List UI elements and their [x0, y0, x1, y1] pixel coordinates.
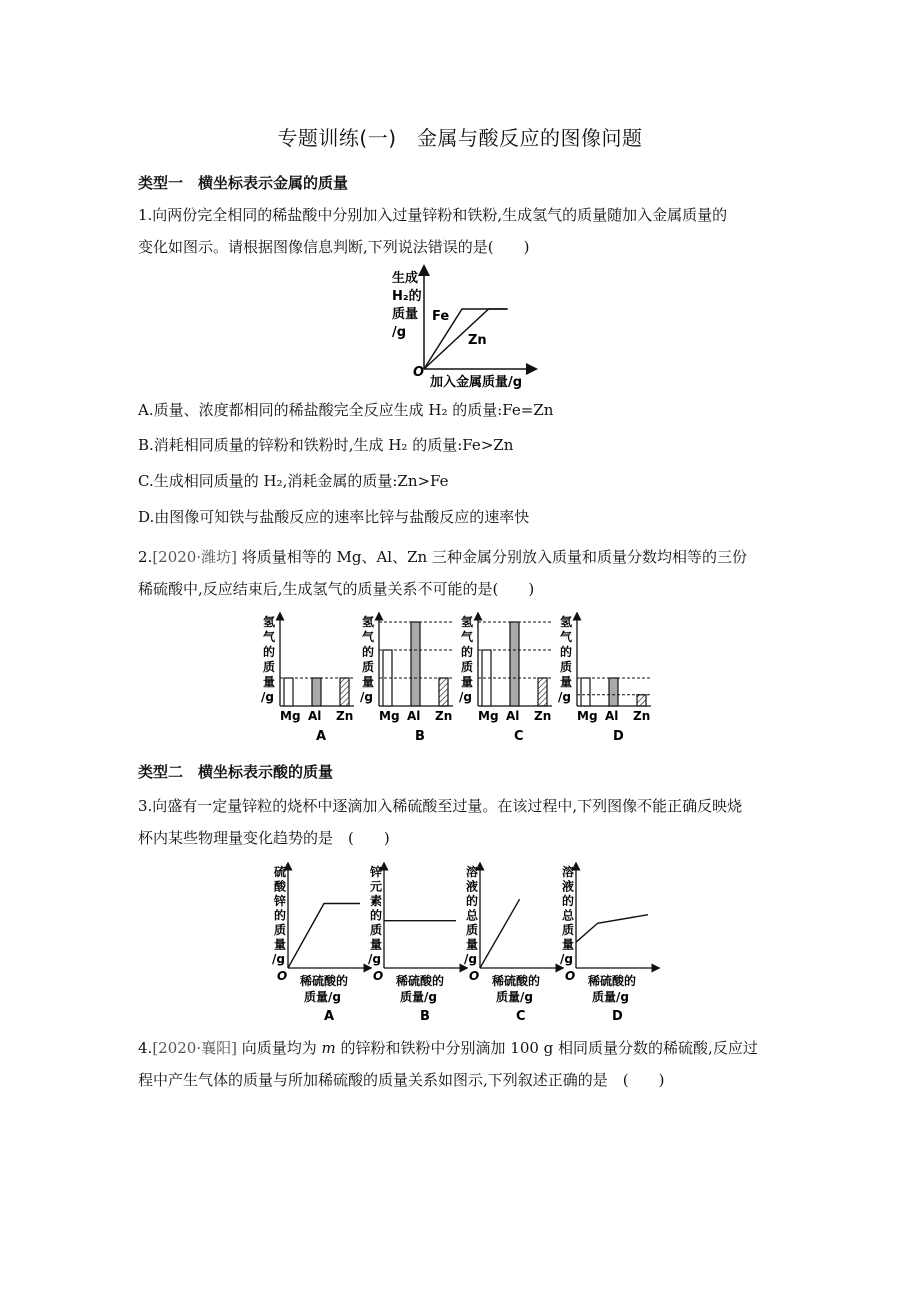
q3-y-label-char: 质	[466, 923, 479, 937]
q2-y-label-char: 气	[461, 630, 474, 644]
q2-bar-zn	[340, 678, 349, 706]
q3-y-label-char: 的	[274, 908, 287, 923]
question-1-stem-line-2: 变化如图示。请根据图像信息判断,下列说法错误的是( )	[138, 238, 530, 256]
y-label-line-1: 生成	[392, 271, 419, 286]
q2-metal-label-mg: Mg	[577, 709, 598, 723]
q3-y-label-char: 液	[562, 879, 575, 894]
origin-label: O	[413, 365, 425, 380]
q3-y-label-char: /g	[464, 952, 477, 966]
q3-y-label-char: 液	[466, 879, 479, 894]
q3-x-label-line-2: 质量/g	[400, 990, 437, 1004]
q2-metal-label-mg: Mg	[379, 709, 400, 723]
q2-y-label-char: 的	[560, 645, 573, 659]
section-heading-type-two: 类型二 横坐标表示酸的质量	[138, 763, 334, 781]
question-1-option-c: C.生成相同质量的 H₂,消耗金属的质量:Zn>Fe	[138, 472, 449, 490]
y-label-line-3: 质量	[392, 307, 419, 322]
q2-y-label-char: 氢	[461, 615, 474, 629]
q3-chart-label: A	[324, 1009, 335, 1024]
q3-x-label-line-2: 质量/g	[304, 990, 341, 1004]
question-4-number: 4.	[138, 1039, 153, 1057]
q2-metal-label-mg: Mg	[478, 709, 499, 723]
q2-bar-zn	[439, 678, 448, 706]
q2-chart-c	[459, 614, 552, 744]
q3-chart-label: B	[420, 1009, 430, 1024]
q2-y-label-char: 量	[362, 675, 375, 689]
q2-y-label-char: 质	[461, 660, 474, 674]
q3-y-label-char: 溶	[562, 865, 575, 879]
question-2-stem	[138, 541, 788, 605]
q3-chart-d	[560, 864, 656, 1024]
question-2-stem-line-1	[138, 541, 788, 573]
q3-y-label-char: 元	[370, 879, 383, 894]
q2-bar-zn	[637, 695, 646, 706]
q2-metal-label-mg: Mg	[280, 709, 301, 723]
q3-y-label-char: 酸	[274, 879, 287, 894]
question-1-stem	[138, 199, 788, 263]
question-4-stem-text-a: 向质量均为	[236, 1039, 322, 1057]
question-2-number: 2.	[138, 548, 153, 566]
q2-metal-label-al: Al	[308, 709, 322, 723]
q3-y-label-char: 硫	[274, 865, 287, 879]
q2-chart-label: D	[613, 729, 624, 744]
q3-origin-label: O	[277, 969, 288, 983]
q2-y-label-char: /g	[360, 690, 373, 704]
y-label-line-4: /g	[392, 325, 407, 340]
q2-metal-label-zn: Zn	[435, 709, 453, 723]
question-1-option-d: D.由图像可知铁与盐酸反应的速率比锌与盐酸反应的速率快	[138, 508, 530, 526]
q2-y-label-char: 的	[362, 645, 375, 659]
question-2-charts	[258, 612, 668, 746]
question-3-stem-line-2: 杯内某些物理量变化趋势的是 ( )	[138, 829, 390, 847]
q3-origin-label: O	[565, 969, 576, 983]
q3-chart-label: D	[612, 1009, 623, 1024]
question-4-stem-line-2: 程中产生气体的质量与所加稀硫酸的质量关系如图示,下列叙述正确的是 ( )	[138, 1071, 665, 1089]
q2-chart-label: B	[415, 729, 425, 744]
q2-bar-al	[411, 622, 420, 706]
q3-y-label-char: 总	[562, 908, 575, 923]
question-3-stem	[138, 790, 788, 854]
q3-x-label-line-1: 稀硫酸的	[588, 974, 637, 988]
question-2-stem-line-2: 稀硫酸中,反应结束后,生成氢气的质量关系不可能的是( )	[138, 580, 535, 598]
q3-y-label-char: 锌	[370, 865, 383, 879]
section-heading-type-one: 类型一 横坐标表示金属的质量	[138, 174, 349, 192]
question-1-stem-line-1: 1.向两份完全相同的稀盐酸中分别加入过量锌粉和铁粉,生成氢气的质量随加入金属质量的	[138, 206, 728, 224]
q3-chart-a	[272, 864, 368, 1024]
q2-y-label-char: 的	[461, 645, 474, 659]
q2-chart-label: C	[514, 729, 524, 744]
q2-bar-al	[510, 622, 519, 706]
q3-y-label-char: 的	[466, 894, 479, 908]
q3-y-label-char: 总	[466, 908, 479, 923]
q3-y-label-char: 量	[370, 937, 383, 952]
q2-y-label-char: 质	[362, 660, 375, 674]
q2-metal-label-zn: Zn	[633, 709, 651, 723]
question-1-graph	[380, 264, 540, 390]
q2-chart-d	[558, 614, 651, 744]
q3-y-label-char: 质	[370, 923, 383, 937]
q3-data-line	[480, 899, 520, 968]
q2-y-label-char: 量	[461, 675, 474, 689]
q2-y-label-char: 氢	[362, 615, 375, 629]
q2-y-label-char: 气	[263, 630, 276, 644]
question-1-option-b: B.消耗相同质量的锌粉和铁粉时,生成 H₂ 的质量:Fe>Zn	[138, 436, 514, 454]
q3-y-label-char: 量	[274, 937, 287, 952]
question-2-stem-text: 将质量相等的 Mg、Al、Zn 三种金属分别放入质量和质量分数均相等的三份	[236, 548, 747, 566]
question-3-charts	[268, 862, 668, 1026]
q2-bar-al	[312, 678, 321, 706]
q2-metal-label-zn: Zn	[534, 709, 552, 723]
q3-origin-label: O	[469, 969, 480, 983]
q3-x-label-line-2: 质量/g	[496, 990, 533, 1004]
page-title: 专题训练(一) 金属与酸反应的图像问题	[277, 126, 643, 150]
question-4-variable-m: m	[321, 1039, 336, 1057]
q3-x-label-line-1: 稀硫酸的	[492, 974, 541, 988]
question-1-option-a: A.质量、浓度都相同的稀盐酸完全反应生成 H₂ 的质量:Fe=Zn	[138, 401, 554, 419]
q3-data-line	[576, 915, 648, 943]
q2-y-label-char: /g	[558, 690, 571, 704]
q2-y-label-char: /g	[261, 690, 274, 704]
q3-y-label-char: 素	[370, 894, 383, 908]
q2-metal-label-al: Al	[506, 709, 520, 723]
q3-x-label-line-1: 稀硫酸的	[396, 974, 445, 988]
q3-y-label-char: 量	[562, 937, 575, 952]
q2-chart-b	[360, 614, 453, 744]
q2-bar-mg	[581, 678, 590, 706]
q3-origin-label: O	[373, 969, 384, 983]
q3-chart-b	[368, 864, 464, 1024]
question-4-stem-text-b: 的锌粉和铁粉中分别滴加 100 g 相同质量分数的稀硫酸,反应过	[335, 1039, 758, 1057]
q3-y-label-char: 锌	[274, 894, 287, 908]
q2-bar-mg	[284, 678, 293, 706]
question-3-stem-line-1: 3.向盛有一定量锌粒的烧杯中逐滴加入稀硫酸至过量。在该过程中,下列图像不能正确反映烧	[138, 797, 743, 815]
question-4-source: [2020·襄阳]	[152, 1039, 237, 1057]
q2-y-label-char: 质	[560, 660, 573, 674]
x-axis-label: 加入金属质量/g	[430, 375, 523, 390]
q3-x-label-line-2: 质量/g	[592, 990, 629, 1004]
q3-y-label-char: /g	[272, 952, 285, 966]
series-label-zn: Zn	[468, 333, 487, 348]
q3-data-line	[288, 904, 360, 969]
q3-y-label-char: /g	[560, 952, 573, 966]
q3-y-label-char: 质	[274, 923, 287, 937]
q3-y-label-char: 的	[370, 908, 383, 923]
q2-bar-zn	[538, 678, 547, 706]
q2-y-label-char: 气	[362, 630, 375, 644]
q3-y-label-char: 质	[562, 923, 575, 937]
q2-chart-a	[261, 614, 354, 744]
question-2-source: [2020·潍坊]	[152, 548, 237, 566]
q2-y-label-char: 的	[263, 645, 276, 659]
q3-y-label-char: 的	[562, 894, 575, 908]
q3-chart-c	[464, 864, 560, 1024]
q3-y-label-char: 溶	[466, 865, 479, 879]
q2-metal-label-al: Al	[407, 709, 421, 723]
q2-y-label-char: 量	[263, 675, 276, 689]
q3-y-label-char: /g	[368, 952, 381, 966]
q3-x-label-line-1: 稀硫酸的	[300, 974, 349, 988]
q2-y-label-char: 气	[560, 630, 573, 644]
question-4-stem-line-1	[138, 1032, 788, 1064]
q2-metal-label-zn: Zn	[336, 709, 354, 723]
question-4-stem	[138, 1032, 788, 1096]
q2-chart-label: A	[316, 729, 327, 744]
q2-metal-label-al: Al	[605, 709, 619, 723]
q2-y-label-char: 氢	[560, 615, 573, 629]
q2-y-label-char: 质	[263, 660, 276, 674]
q2-y-label-char: /g	[459, 690, 472, 704]
q2-y-label-char: 氢	[263, 615, 276, 629]
q2-bar-al	[609, 678, 618, 706]
q3-y-label-char: 量	[466, 937, 479, 952]
q2-y-label-char: 量	[560, 675, 573, 689]
y-label-line-2: H₂的	[392, 289, 422, 304]
series-label-fe: Fe	[432, 309, 450, 324]
q3-chart-label: C	[516, 1009, 526, 1024]
